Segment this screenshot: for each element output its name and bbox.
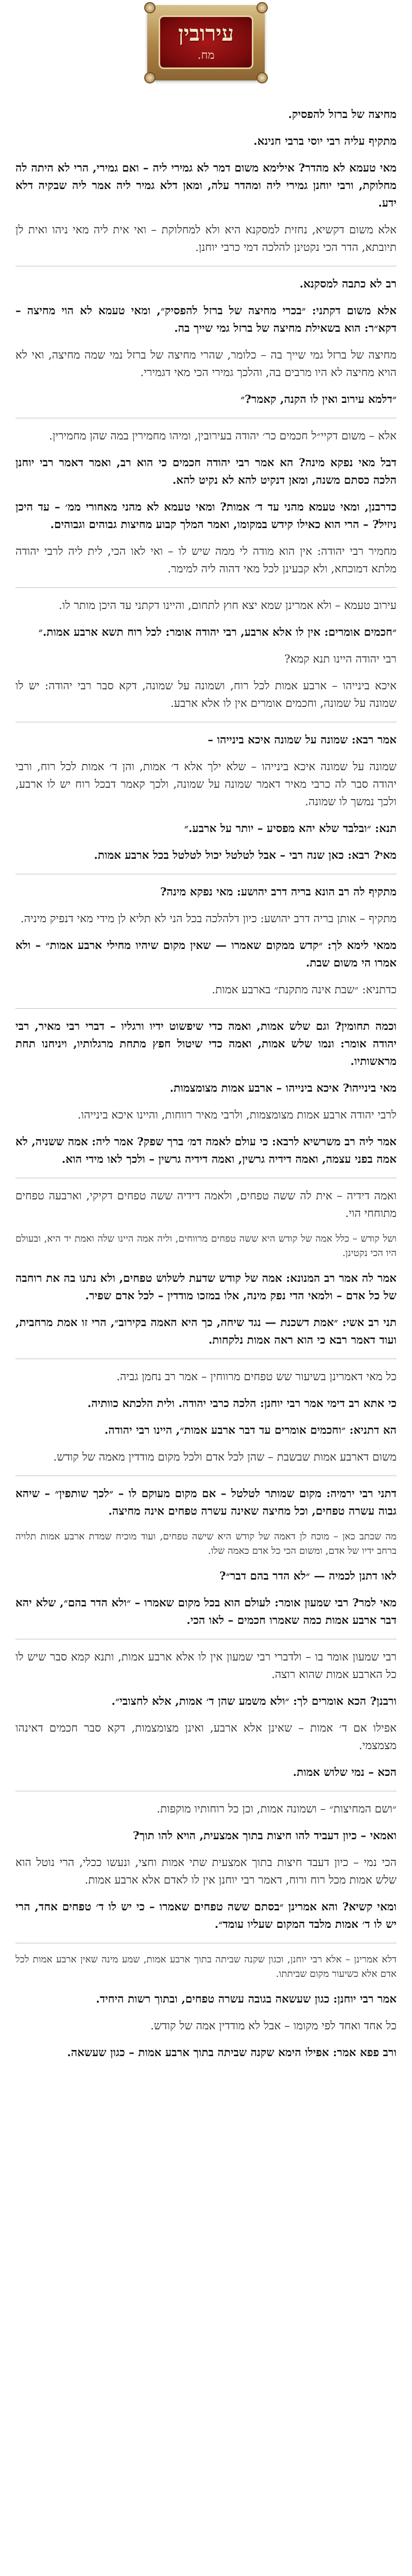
scroll-knob-icon	[144, 2, 156, 13]
passage-text: אלא משום דקתני: ״בכרי מחיצה של ברזל להפסיק״, ומאי טעמא לא הוי מחיצה – דקא״ר: הוא בשאילת מחיצה של ברזל גמי שייך בה.	[15, 304, 397, 335]
scroll-knob-icon	[144, 72, 156, 83]
passage-text: הא דתניא: ״וחכמים אומרים עד דבר ארבע אמות״, היינו רבי יהודה.	[104, 1424, 397, 1437]
gemara-passage	[15, 391, 397, 409]
gemara-passage	[15, 2044, 397, 2062]
gemara-passage	[15, 624, 397, 641]
passage-text: מאי בינייהו? איכא בינייהו – ארבע אמות מצומצמות.	[169, 1082, 397, 1095]
explanation-passage	[15, 677, 397, 713]
passage-text: מאי טעמא לא מהדר? אילימא משום דמר לא גמירי ליה – ואם גמירי, הרי לא היתה לה מחלוקת, ורבי יוחנן גמירי ליה ומהדר עלה, ומאן דלא גמיר ליה אמר ליה שבקיה דלא ידע.	[15, 162, 397, 210]
explanation-passage	[15, 1368, 397, 1386]
explanation-passage	[15, 981, 397, 999]
passage-text: ומאי קשיא? והא אמרינן ״בסתם ששה טפחים שאמרו – כי יש לו ד׳ טפחים אחד, הרי יש לו ד׳ אמות מלבד המקום שעליו עומד״.	[15, 1901, 397, 1931]
gemara-passage	[15, 884, 397, 901]
gemara-passage	[15, 847, 397, 865]
passage-text: וכמה תחומין? וגם שלש אמות, ואמה כדי שיפשוט ידיו ורגליו – דברי רבי מאיר, רבי יהודה אומר: ונמו שלש אמות, ואמה כדי שיטול חפץ מתחת מרגלותיו, ויניחנו תחת מראשותיו.	[15, 1020, 397, 1068]
explanation-passage	[15, 1649, 397, 1684]
passage-text: כדתניא: ״שבת אינה מתקנת״ בארבע אמות.	[212, 984, 397, 996]
passage-text: ״חכמים אומרים: אין לו אלא ארבע, רבי יהודה אומר: לכל רוח תשא ארבע אמות.״	[38, 626, 397, 639]
passage-text: ורב פפא אמר: אפילו הימא שקנה שביתה בתוך ארבע אמות – כגון שעשאה.	[67, 2046, 397, 2059]
passage-text: רבי יהודה היינו תנא קמא?	[284, 653, 397, 666]
gemara-passage	[15, 499, 397, 534]
passage-text: ואמה דידיה – אית לה ששה טפחים, ולאמה דידיה ששה טפחים דקיקי, וארבעה טפחים מתוחחי הוי.	[15, 1190, 397, 1220]
gemara-passage	[15, 1422, 397, 1439]
passage-text: כל מאי דאמרינן בשיעור שש טפחים מרווחין – אמר רב נחמן גביה.	[116, 1370, 397, 1383]
gemara-passage	[15, 276, 397, 293]
passage-text: רבי שמעון אומר בו – ולדברי רבי שמעון אין לו אלא ארבע אמות, ותנא קמא סבר שיש לו כל הארבע אמות שהוא רוצה.	[15, 1651, 397, 1681]
passage-text: תני רב אשי: ״אמת דשכנת — נגד שיחה, כך היא האמה בקירוב״, הרי זו אמת מרחבית, ועוד דאמר רבא כי הוא ראה אמות נלקחות.	[15, 1316, 397, 1347]
passage-text: אמר רבי יוחנן: כגון שעשאה בגובה עשרה טפחים, ובתוך רשות היחיד.	[96, 1993, 397, 2006]
gemara-passage	[15, 1080, 397, 1097]
explanation-passage	[15, 1801, 397, 1818]
gemara-passage	[15, 1568, 397, 1585]
passage-text: מתקיף עליה רבי יוסי ברבי חנינא.	[253, 135, 397, 148]
passage-text: דלא אמרינן – אלא רבי יוחנן, וכגון שקנה שביתה בתוך ארבע אמות, שמע מינה שאין ארבע אמות לכל אדם אלא כשיעור מקום שביתתו.	[15, 1954, 397, 1979]
passage-text: לרבי יהודה ארבע אמות מצומצמות, ולרבי מאיר רווחות, והיינו איכא בינייהו.	[77, 1109, 397, 1122]
passage-text: כי אתא רב דימי אמר רבי יוחנן: הלכה כרבי יהודה. ולית הלכתא כוותיה.	[87, 1397, 397, 1410]
passage-text: מה שכתב כאן – מוכח לן דאמה של קודש היא שישה טפחים, ועוד מוכיח שמדת ארבע אמות תלויה ברחב ידיו של אדם, ומשום הכי כל אדם כאמה שלו.	[15, 1531, 397, 1556]
explanation-passage	[15, 910, 397, 928]
divider	[15, 587, 397, 588]
passage-text: תנא: ״ובלבד שלא יהא מפסיע – יותר על ארבע.״	[184, 822, 397, 835]
explanation-passage	[15, 2018, 397, 2035]
explanation-passage	[15, 651, 397, 668]
passage-text: ״ושם המחיצות״ – ושמונה אמות, וכן כל רוחותיו מוקפות.	[157, 1803, 397, 1816]
passage-text: מחיצה של ברזל להפסיק.	[288, 108, 397, 121]
gemara-passage	[15, 1018, 397, 1071]
passage-text: ״דלמא עירוב ואין לו הקנה, קאמר?״	[241, 393, 397, 406]
passage-text: מתקיף – אותן בריה דרב יהושע: כיון דלהלכה בכל הני לא תליא לן מידי מאי דנפיק מיניה.	[20, 912, 397, 925]
gemara-passage	[15, 1485, 397, 1520]
gemara-passage	[15, 1270, 397, 1305]
passage-text: הכא – נמי שלוש אמות.	[293, 1766, 397, 1779]
passage-text: כדרבנן, ומאי טעמא מהני עד ד׳ אמות? ומאי טעמא לא מהני מאחורי ממ׳ – עד היכן ניזיל? – הרי הוא כאילו קידש במקומו, ואמר המלך קבוע מחיצות גבוהים וגבוהים.	[15, 501, 397, 531]
passage-text: דבל מאי נפקא מינה? הא אמר רבי יהודה חכמים כי הוא רב, ואמר דאמר רבי יוחנן הלכה כסתם משנה, ומאן דנקיט להא לא נקיט להא.	[15, 456, 397, 487]
explanation-passage	[15, 758, 397, 811]
passage-text: אמר לה אמר רב המנונא: אמה של קודש שדעת לשלוש טפחים, ולא נתנו בה את רוחבה של כל אדם – ולמאי הדי נפק מינה, אלו במזכו מודדין – לכל אדם שפיר.	[15, 1272, 397, 1302]
passage-text: מחמיר רבי יהודה: אין הוא מודה לי ממה שיש לו – ואי לאו הכי, לית ליה לרבי יהודה מלתא דמוכחא, ולא קבעינן לכל מאי דהוה ליה למימר.	[15, 545, 397, 575]
commentary-note	[15, 1530, 397, 1558]
explanation-passage	[15, 543, 397, 578]
passage-text: אפילו אם ד׳ אמות – שאינן אלא ארבע, ואינן מצומצמות, דקא סבר חכמים דאינהו מצמצמי.	[15, 1722, 397, 1752]
text-body	[15, 106, 397, 2071]
passage-text: מאי? רבא: כאן שנה רבי – אבל לטלטל יכול לטלטל בכל ארבע אמות.	[94, 849, 397, 862]
gemara-passage	[15, 133, 397, 150]
gemara-passage	[15, 820, 397, 838]
explanation-passage	[15, 1107, 397, 1124]
explanation-passage	[15, 1720, 397, 1755]
passage-text: מתקיף לה רב הונא בריה דרב יהושע: מאי נפקא מינה?	[160, 886, 397, 899]
passage-text: הכי נמי – כיון דעבד חיצות בתוך אמצעית שתי אמות וחצי, ונעשו ככלי, הרי נוטל הוא שלש אמות מכל רוח ורוח, דאמר רבי יוחנן אין לו לאדם אלא ארבע אמות.	[15, 1856, 397, 1887]
tractate-title: עירובין	[178, 21, 234, 46]
gemara-passage	[15, 732, 397, 749]
passage-text: מחיצה של ברזל גמי שייך בה – כלומר, שהרי מחיצה של ברזל נמי שמה מחיצה, ואי לא הויא מחיצה לא היו מרבים בה, והלכך גמירי הכי מאי דגמירי.	[15, 349, 397, 379]
gemara-passage	[15, 1991, 397, 2008]
passage-text: עירוב טעמא – ולא אמרינן שמא יצא חוץ לתחום, והיינו דקתני עד היכן מותר לו.	[58, 599, 397, 612]
passage-text: משום דארבע אמות שבשבת – שהן לכל אדם ולכל מקום מודדין מאמה של קודש.	[53, 1451, 397, 1464]
passage-text: אמר רבא: שמונה על שמונה איכא בינייהו –	[208, 734, 397, 747]
gemara-passage	[15, 1764, 397, 1782]
tractate-banner	[147, 5, 265, 80]
passage-text: ושל קודש – כלל אמה של קודש היא ששה טפחים מרווחים, וליה אמה היינו שלה ואמת יד היא, ובעולם היו הכי נקטינן.	[15, 1233, 397, 1259]
explanation-passage	[15, 1449, 397, 1466]
gemara-passage	[15, 106, 397, 124]
passage-text: ממאי לימא לך: ״קדש ממקום שאמרו — שאין מקום שיהיו מחילי ארבע אמות״ – ולא אמרו הי משום שבת.	[15, 939, 397, 970]
gemara-passage	[15, 1899, 397, 1934]
passage-text: מאי למר? רבי שמעון אומר: לעולם הוא בכל מקום שאמרו – ״ולא הדר בהם״, שלא יהא דבר ארבע אמות כמה שאמרו חכמים – לאו הכי.	[15, 1597, 397, 1627]
page-number: מח.	[197, 49, 215, 62]
commentary-note	[15, 1232, 397, 1261]
explanation-passage	[15, 347, 397, 382]
gemara-passage	[15, 1395, 397, 1413]
explanation-passage	[15, 597, 397, 615]
gemara-passage	[15, 160, 397, 212]
gemara-passage	[15, 454, 397, 489]
explanation-passage	[15, 428, 397, 445]
passage-text: ורבנן? הכא אומרים לך: ״ולא משמע שהן ד׳ אמות, אלא לחצובי״.	[111, 1695, 397, 1708]
gemara-passage	[15, 1693, 397, 1710]
gemara-passage	[15, 1827, 397, 1845]
gemara-passage	[15, 937, 397, 972]
passage-text: אלא – משום דקיי״ל חכמים כר׳ יהודה בעירובין, ומיהו מחמירין במה שהן מחמירין.	[49, 430, 397, 443]
gemara-passage	[15, 1314, 397, 1349]
explanation-passage	[15, 1854, 397, 1889]
divider	[15, 1008, 397, 1009]
banner-inner	[159, 15, 253, 69]
passage-text: אמר ליה רב משרשיא לרבא: כי עולם לאמה דמ׳ ברך שפק? אמר ליה: אמה ששניה, לא אמה בפני עצמה, ואמה דידיה גרשין, ואמה דידיה גרשין – ולכך לאו מידי הוא.	[15, 1136, 397, 1166]
passage-text: כל אחד ואחד לפי מקומו – אבל לא מודדין אמה של קודש.	[150, 2020, 397, 2032]
gemara-passage	[15, 302, 397, 337]
passage-text: אלא משום דקשיא, נחזית למסקנא היא ולא למחלוקת – ואי אית ליה מאי ניהו ואית לן תיובתא, הדר הכי נקטינן להלכה דמי כרבי יוחנן.	[15, 224, 397, 254]
passage-text: ואמאי – כיון דעביד להו חיצות בתוך אמצעית, הויא להו תוך?	[133, 1829, 397, 1842]
passage-text: איכא בינייהו – ארבע אמות לכל רוח, ושמונה על שמונה, דקא סבר רבי יהודה: יש לו שמונה על שמונה, וחכמים אומרים אין לו אלא ארבע.	[15, 680, 397, 710]
scroll-knob-icon	[256, 72, 268, 83]
passage-text: רב לא כתבה למסקנא.	[299, 278, 397, 291]
gemara-passage	[15, 1595, 397, 1630]
gemara-passage	[15, 1133, 397, 1168]
passage-text: לאו דתנן לכמיה — ״לא הדר בהם דבר״?	[219, 1570, 397, 1583]
passage-text: דתני רבי ירמיה: מקום שמותר לטלטל – אם מקום מעוקם לו – ״לכך שותפין״ – שיהא גבוה עשרה טפחים, וכל מחיצה שאינה עשרה טפחים אינה מחיצה.	[15, 1487, 397, 1518]
scroll-knob-icon	[256, 2, 268, 13]
explanation-passage	[15, 1188, 397, 1223]
passage-text: שמונה על שמונה איכא בינייהו – שלא ילך אלא ד׳ אמות, והן ד׳ אמות לכל רוח, ורבי יהודה סבר לה כרבי מאיר דאמר שמונה על שמונה, ולכך קאמר דבכל רוח יש לו ארבע, ולכך נמשך לו שמונה.	[15, 760, 397, 808]
commentary-note	[15, 1953, 397, 1981]
explanation-passage	[15, 222, 397, 257]
